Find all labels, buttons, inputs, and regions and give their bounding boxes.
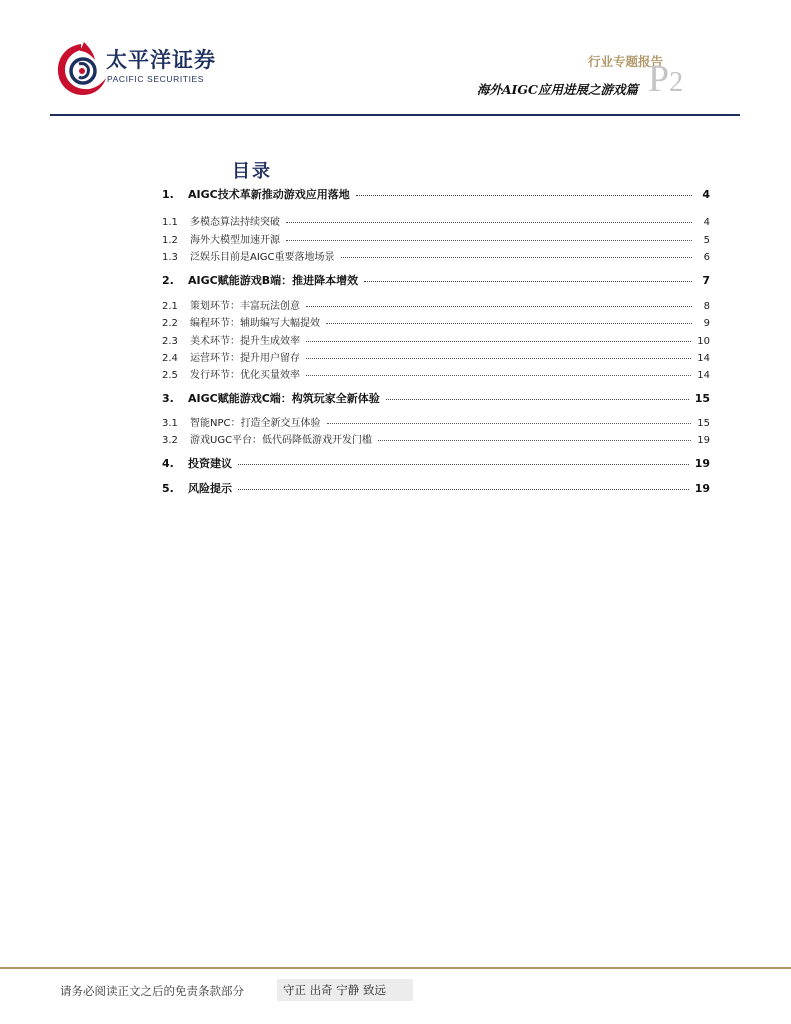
toc-entry-number: 2.3 bbox=[162, 336, 178, 347]
page-number: 2 bbox=[669, 67, 684, 98]
toc-dot-leader bbox=[238, 461, 689, 465]
toc-entry-number: 4. bbox=[162, 457, 174, 470]
toc-dot-leader bbox=[378, 437, 691, 441]
toc-dot-leader bbox=[306, 372, 691, 376]
toc-dot-leader bbox=[326, 320, 692, 324]
toc-entry[interactable] bbox=[162, 431, 710, 447]
toc-entry[interactable] bbox=[162, 366, 710, 382]
toc-dot-leader bbox=[306, 355, 691, 359]
toc-entry-title: 海外大模型加速开源 bbox=[190, 235, 280, 246]
report-title: 海外AIGC应用进展之游戏篇 bbox=[476, 82, 638, 97]
toc-entry[interactable] bbox=[162, 248, 710, 264]
toc-dot-leader bbox=[356, 192, 692, 196]
toc-entry-number: 1.2 bbox=[162, 235, 178, 246]
toc-entry-title: 多模态算法持续突破 bbox=[190, 217, 280, 228]
toc-entry-page: 9 bbox=[703, 318, 710, 329]
toc-entry[interactable] bbox=[162, 455, 710, 471]
toc-entry[interactable] bbox=[162, 186, 710, 202]
toc-entry-title: AIGC赋能游戏C端：构筑玩家全新体验 bbox=[188, 392, 380, 405]
toc-entry-page: 15 bbox=[694, 392, 710, 405]
toc-dot-leader bbox=[386, 396, 689, 400]
header-divider bbox=[50, 114, 740, 116]
toc-entry-number: 1.1 bbox=[162, 217, 178, 228]
toc-entry-page: 7 bbox=[702, 274, 710, 287]
footer-disclaimer: 请务必阅读正文之后的免责条款部分 bbox=[60, 984, 244, 998]
toc-entry-page: 4 bbox=[702, 188, 710, 201]
pacific-securities-logo-icon bbox=[54, 40, 108, 98]
toc-entry-title: 编程环节：辅助编写大幅提效 bbox=[190, 318, 320, 329]
toc-entry-number: 2.2 bbox=[162, 318, 178, 329]
toc-dot-leader bbox=[286, 219, 692, 223]
toc-entry[interactable] bbox=[162, 213, 710, 229]
toc-entry-number: 2.4 bbox=[162, 353, 178, 364]
toc-entry-title: 运营环节：提升用户留存 bbox=[190, 353, 300, 364]
toc-entry-page: 19 bbox=[694, 482, 710, 495]
toc-entry-title: 泛娱乐目前是AIGC重要落地场景 bbox=[190, 252, 335, 263]
toc-entry-page: 4 bbox=[703, 217, 710, 228]
page-prefix: P bbox=[648, 58, 670, 100]
company-logo bbox=[54, 40, 214, 98]
logo-chinese-name: 太平洋证券 bbox=[106, 48, 216, 72]
toc-entry[interactable] bbox=[162, 332, 710, 348]
toc-entry-title: 风险提示 bbox=[188, 482, 232, 495]
toc-entry-number: 5. bbox=[162, 482, 174, 495]
logo-english-name: PACIFIC SECURITIES bbox=[107, 74, 205, 84]
report-type: 行业专题报告 bbox=[587, 54, 663, 69]
toc-entry-title: 发行环节：优化买量效率 bbox=[190, 370, 300, 381]
toc-title: 目录 bbox=[232, 161, 272, 182]
toc-entry-title: 美术环节：提升生成效率 bbox=[190, 336, 300, 347]
toc-entry-page: 14 bbox=[697, 353, 710, 364]
toc-entry-page: 8 bbox=[703, 301, 710, 312]
toc-entry-page: 6 bbox=[703, 252, 710, 263]
toc-entry-page: 14 bbox=[697, 370, 710, 381]
toc-dot-leader bbox=[306, 338, 691, 342]
toc-entry[interactable] bbox=[162, 314, 710, 330]
toc-entry[interactable] bbox=[162, 272, 710, 288]
toc-dot-leader bbox=[327, 420, 692, 424]
toc-dot-leader bbox=[306, 303, 692, 307]
toc-entry-title: AIGC技术革新推动游戏应用落地 bbox=[188, 188, 350, 201]
toc-entry-page: 10 bbox=[697, 336, 710, 347]
toc-dot-leader bbox=[364, 278, 692, 282]
toc-entry-title: 策划环节：丰富玩法创意 bbox=[190, 301, 300, 312]
toc-entry-number: 2.1 bbox=[162, 301, 178, 312]
toc-entry-number: 3. bbox=[162, 392, 174, 405]
toc-entry-page: 15 bbox=[697, 418, 710, 429]
toc-entry-number: 2.5 bbox=[162, 370, 178, 381]
toc-entry-title: 游戏UGC平台：低代码降低游戏开发门槛 bbox=[190, 435, 373, 446]
toc-entry[interactable] bbox=[162, 480, 710, 496]
toc-entry-number: 1. bbox=[162, 188, 174, 201]
toc-entry-title: AIGC赋能游戏B端：推进降本增效 bbox=[188, 274, 359, 287]
toc-entry[interactable] bbox=[162, 414, 710, 430]
toc-entry[interactable] bbox=[162, 390, 710, 406]
toc-entry-number: 3.1 bbox=[162, 418, 178, 429]
toc-entry-page: 5 bbox=[703, 235, 710, 246]
toc-entry[interactable] bbox=[162, 349, 710, 365]
toc-dot-leader bbox=[238, 486, 689, 490]
toc-entry[interactable] bbox=[162, 231, 710, 247]
toc-entry-page: 19 bbox=[697, 435, 710, 446]
toc-entry-number: 1.3 bbox=[162, 252, 178, 263]
page-label bbox=[648, 60, 683, 98]
toc-dot-leader bbox=[341, 254, 692, 258]
footer-slogan: 守正 出奇 宁静 致远 bbox=[277, 979, 413, 1001]
footer-divider bbox=[0, 967, 791, 969]
toc-entry-number: 3.2 bbox=[162, 435, 178, 446]
toc-entry[interactable] bbox=[162, 297, 710, 313]
toc-entry-number: 2. bbox=[162, 274, 174, 287]
toc-entry-title: 智能NPC：打造全新交互体验 bbox=[190, 418, 321, 429]
toc-entry-title: 投资建议 bbox=[188, 457, 232, 470]
toc-entry-page: 19 bbox=[694, 457, 710, 470]
toc-dot-leader bbox=[286, 237, 692, 241]
